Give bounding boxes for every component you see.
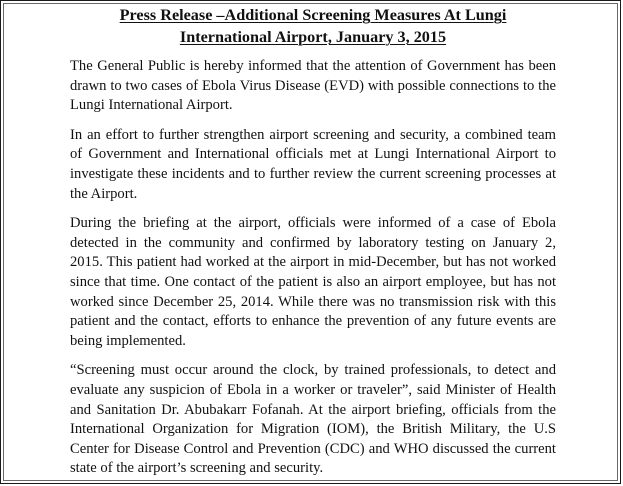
paragraph-public-notice: The General Public is hereby informed that the attention of Government has been drawn to two cases of Ebola Virus Disease (EVD) with possible connections to the Lungi International Airport. <box>70 58 556 114</box>
title-line-1: Press Release –Additional Screening Measures At Lungi <box>119 6 507 24</box>
press-release-document <box>70 4 556 479</box>
paragraph-briefing: During the briefing at the airport, officials were informed of a case of Ebola detected in the community and confirmed by laboratory testing on January 2, 2015. This patient had worked at the airport in mid-December, but has not worked since that time. One contact of the patient is also an airport employee, but has not worked since December 25, 2014. While there was no transmission risk with this patient and the contact, efforts to enhance the prevention of any future events are being implemented. <box>70 215 556 349</box>
title-line-2: International Airport, January 3, 2015 <box>179 28 447 46</box>
paragraph-screening-team: In an effort to further strengthen airport screening and security, a combined team of Government and International officials met at Lungi International Airport to investigate these incidents and to further review the current screening processes at the Airport. <box>70 126 556 202</box>
document-title <box>70 4 556 48</box>
paragraph-minister-quote: “Screening must occur around the clock, by trained professionals, to detect and evaluate any suspicion of Ebola in a worker or traveler”, said Minister of Health and Sanitation Dr. Abubakarr Fofanah. At the airport briefing, officials from the International Organization for Migration (IOM), the British Military, the U.S Center for Disease Control and Prevention (CDC) and WHO discussed the current state of the airport’s screening and security. <box>70 362 556 477</box>
